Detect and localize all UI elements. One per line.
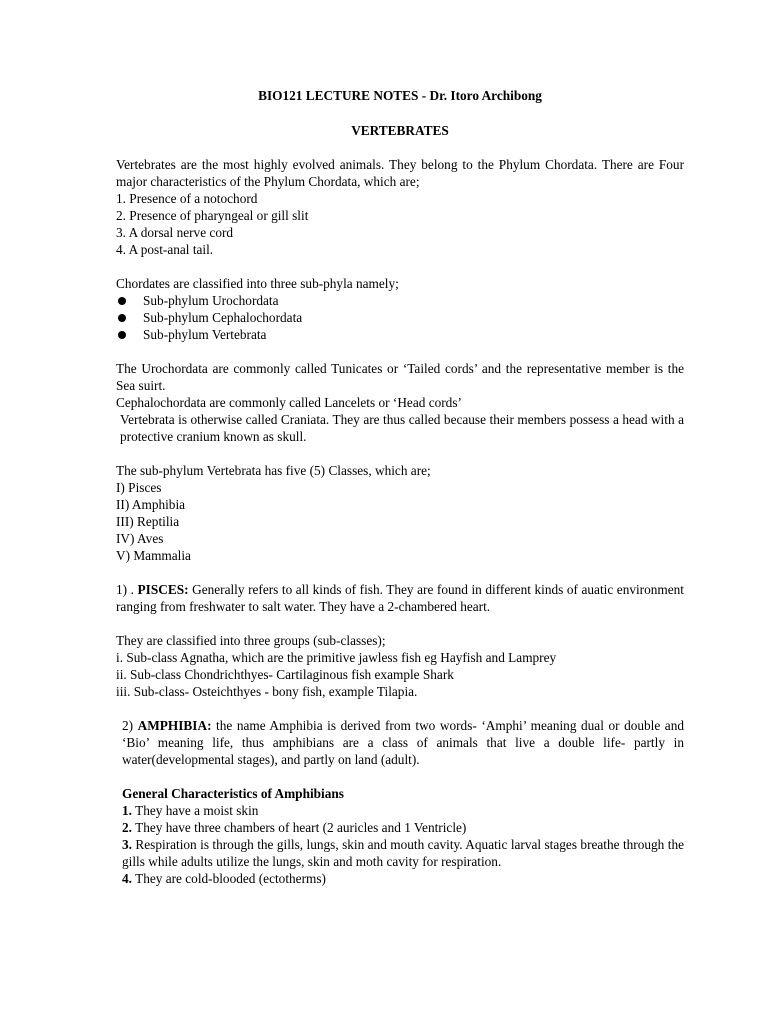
- subphylum-label: Sub-phylum Urochordata: [143, 293, 279, 308]
- list-item: [116, 309, 684, 326]
- class-item: I) Pisces: [116, 480, 162, 495]
- amphibia-section: [122, 717, 684, 887]
- amphibia-text: the name Amphibia is derived from two words- ‘Amphi’ meaning dual or double and ‘Bio’ meaning life, thus amphibians are a class of animals that live a double life- partly in water(developmental stages), and partly on land (adult).: [122, 718, 684, 767]
- pisces-number: 1) .: [116, 582, 138, 597]
- document-body: [116, 87, 684, 887]
- bullet-icon: [118, 331, 126, 339]
- amphibian-characteristic: 2. They have three chambers of heart (2 auricles and 1 Ventricle): [122, 820, 467, 835]
- amphibia-number: 2): [122, 718, 138, 733]
- pisces-groups-lead: They are classified into three groups (sub-classes);: [116, 633, 386, 648]
- urochordata-paragraph: The Urochordata are commonly called Tunicates or ‘Tailed cords’ and the representative member is the Sea suirt.: [116, 361, 684, 393]
- amphibian-characteristic: 1. They have a moist skin: [122, 803, 259, 818]
- characteristic-item: 1. Presence of a notochord: [116, 191, 258, 206]
- subphylum-label: Sub-phylum Cephalochordata: [143, 310, 303, 325]
- subphyla-list: [116, 292, 684, 343]
- characteristic-item: 3. A dorsal nerve cord: [116, 225, 234, 240]
- class-item: V) Mammalia: [116, 548, 191, 563]
- bullet-icon: [118, 314, 126, 322]
- document-title: BIO121 LECTURE NOTES - Dr. Itoro Archibong: [258, 88, 542, 103]
- intro-paragraph: Vertebrates are the most highly evolved animals. They belong to the Phylum Chordata. There are Four major characteristics of the Phylum Chordata, which are;: [116, 157, 684, 189]
- amphibian-characteristics-heading: General Characteristics of Amphibians: [122, 786, 344, 801]
- bullet-icon: [118, 297, 126, 305]
- subphyla-lead: Chordates are classified into three sub-phyla namely;: [116, 276, 399, 291]
- list-item: [116, 326, 684, 343]
- subclass-item: iii. Sub-class- Osteichthyes - bony fish, example Tilapia.: [116, 684, 418, 699]
- characteristic-item: 4. A post-anal tail.: [116, 242, 214, 257]
- class-item: III) Reptilia: [116, 514, 180, 529]
- pisces-text: Generally refers to all kinds of fish. They are found in different kinds of auatic environment ranging from freshwater to salt water. They have a 2-chambered heart.: [116, 582, 684, 614]
- amphibian-characteristic: 3. Respiration is through the gills, lungs, skin and mouth cavity. Aquatic larval stages breathe through the gills while adults utilize the lungs, skin and moth cavity for respiration.: [122, 837, 684, 869]
- amphibia-heading: AMPHIBIA:: [137, 718, 212, 733]
- vertebrata-paragraph: Vertebrata is otherwise called Craniata. They are thus called because their members possess a head with a protective cranium known as skull.: [120, 412, 684, 444]
- pisces-paragraph: [116, 581, 684, 615]
- classes-lead: The sub-phylum Vertebrata has five (5) Classes, which are;: [116, 463, 431, 478]
- amphibian-characteristic: 4. They are cold-blooded (ectotherms): [122, 871, 326, 886]
- class-item: II) Amphibia: [116, 497, 186, 512]
- subclass-item: i. Sub-class Agnatha, which are the primitive jawless fish eg Hayfish and Lamprey: [116, 650, 557, 665]
- pisces-heading: PISCES:: [137, 582, 189, 597]
- list-item: [116, 292, 684, 309]
- amphibia-paragraph: [122, 717, 684, 768]
- cephalochordata-paragraph: Cephalochordata are commonly called Lancelets or ‘Head cords’: [116, 395, 462, 410]
- subphylum-label: Sub-phylum Vertebrata: [143, 327, 267, 342]
- class-item: IV) Aves: [116, 531, 164, 546]
- characteristic-item: 2. Presence of pharyngeal or gill slit: [116, 208, 309, 223]
- section-title: VERTEBRATES: [351, 123, 449, 138]
- subclass-item: ii. Sub-class Chondrichthyes- Cartilaginous fish example Shark: [116, 667, 454, 682]
